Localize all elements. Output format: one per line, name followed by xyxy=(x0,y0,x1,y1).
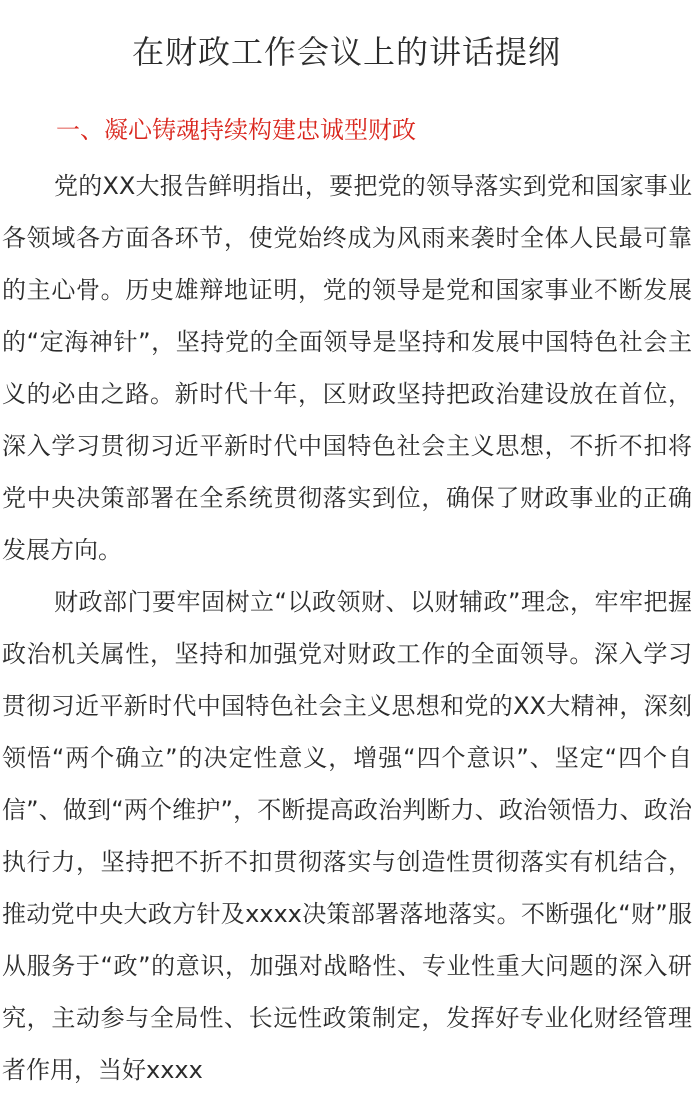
document-body xyxy=(2,160,692,1096)
body-paragraph-2: 财政部门要牢固树立“以政领财、以财辅政”理念，牢牢把握政治机关属性，坚持和加强党对财政工作的全面领导。深入学习贯彻习近平新时代中国特色社会主义思想和党的XX大精神，深刻领悟“两个确立”的决定性意义，增强“四个意识”、坚定“四个自信”、做到“两个维护”，不断提高政治判断力、政治领悟力、政治执行力，坚持把不折不扣贯彻落实与创造性贯彻落实有机结合，推动党中央大政方针及xxxx决策部署落地落实。不断强化“财”服从服务于“政”的意识，加强对战略性、专业性重大问题的深入研究，主动参与全局性、长远性政策制定，发挥好专业化财经管理者作用，当好xxxx xyxy=(2,588,692,1084)
document-title: 在财政工作会议上的讲话提纲 xyxy=(131,33,561,71)
body-paragraph-1: 党的XX大报告鲜明指出，要把党的领导落实到党和国家事业各领域各方面各环节，使党始终成为风雨来袭时全体人民最可靠的主心骨。历史雄辩地证明，党的领导是党和国家事业不断发展的“定海神针”，坚持党的全面领导是坚持和发展中国特色社会主义的必由之路。新时代十年，区财政坚持把政治建设放在首位，深入学习贯彻习近平新时代中国特色社会主义思想，不折不扣将党中央决策部署在全系统贯彻落实到位，确保了财政事业的正确发展方向。 xyxy=(2,172,692,564)
section-heading: 一、凝心铸魂持续构建忠诚型财政 xyxy=(56,116,416,144)
